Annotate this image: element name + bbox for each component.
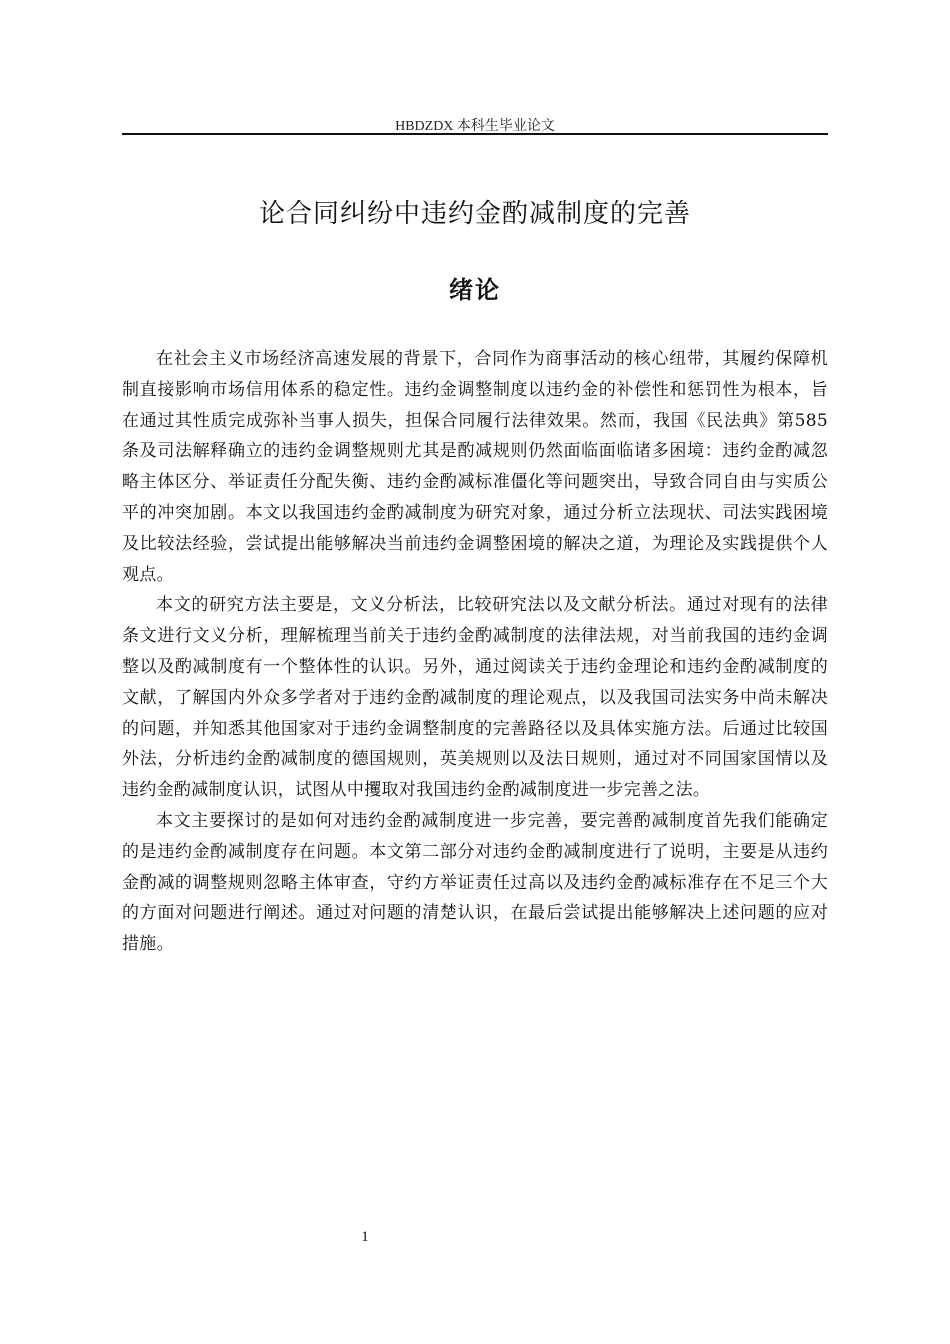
- paragraph-2: 本文的研究方法主要是，文义分析法，比较研究法以及文献分析法。通过对现有的法律条文进行文义分析，理解梳理当前关于违约金酌减制度的法律法规，对当前我国的违约金调整以及酌减制度有一个整体性的认识。另外，通过阅读关于违约金理论和违约金酌减制度的文献，了解国内外众多学者对于违约金酌减制度的理论观点，以及我国司法实务中尚未解决的问题，并知悉其他国家对于违约金调整制度的完善路径以及具体实施方法。后通过比较国外法，分析违约金酌减制度的德国规则，英美规则以及法日规则，通过对不同国家国情以及违约金酌减制度认识，试图从中攫取对我国违约金酌减制度进一步完善之法。: [122, 595, 828, 801]
- running-header: HBDZDX 本科生毕业论文: [395, 119, 555, 134]
- section-heading: 绪论: [449, 276, 501, 304]
- paper-title: 论合同纠纷中违约金酌减制度的完善: [258, 199, 691, 229]
- paragraph-1: 在社会主义市场经济高速发展的背景下，合同作为商事活动的核心纽带，其履约保障机制直接影响市场信用体系的稳定性。违约金调整制度以违约金的补偿性和惩罚性为根本，旨在通过其性质完成弥补当事人损失，担保合同履行法律效果。然而，我国《民法典》第585条及司法解释确立的违约金调整规则尤其是酌减规则仍然面临面临诸多困境：违约金酌减忽略主体区分、举证责任分配失衡、违约金酌减标准僵化等问题突出，导致合同自由与实质公平的冲突加剧。本文以我国违约金酌减制度为研究对象，通过分析立法现状、司法实践困境及比较法经验，尝试提出能够解决当前违约金调整困境的解决之道，为理论及实践提供个人观点。: [122, 349, 828, 585]
- page-number: 1: [361, 1229, 369, 1245]
- paragraph-3: 本文主要探讨的是如何对违约金酌减制度进一步完善，要完善酌减制度首先我们能确定的是违约金酌减制度存在问题。本文第二部分对违约金酌减制度进行了说明，主要是从违约金酌减的调整规则忽略主体审查，守约方举证责任过高以及违约金酌减标准存在不足三个大的方面对问题进行阐述。通过对问题的清楚认识，在最后尝试提出能够解决上述问题的应对措施。: [122, 810, 828, 955]
- body-text: [122, 344, 828, 960]
- header-rule: [122, 133, 828, 135]
